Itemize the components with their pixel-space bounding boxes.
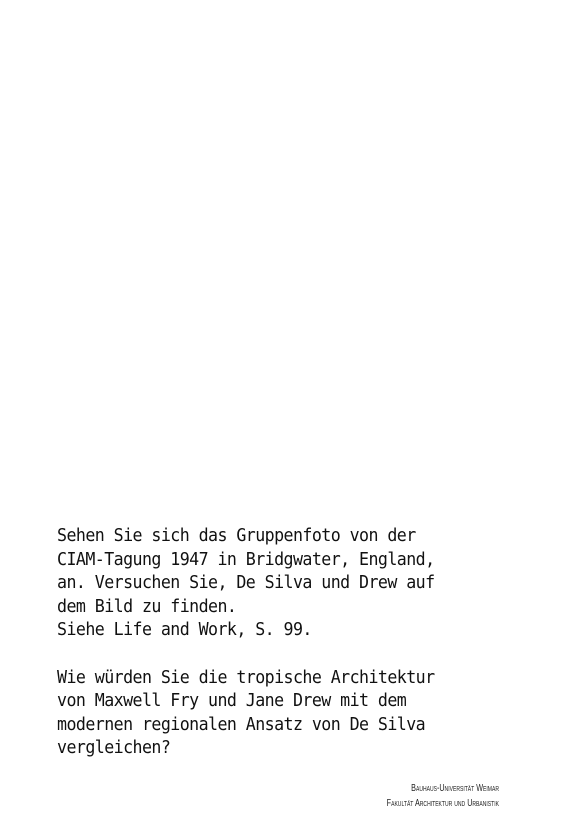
text-line: vergleichen? (57, 738, 171, 759)
footer-imprint (387, 781, 499, 811)
footer-faculty: Fakultät Architektur und Urbanistik (386, 798, 499, 809)
text-line: dem Bild zu finden. (57, 596, 237, 617)
text-line: modernen regionalen Ansatz von De Silva (57, 714, 426, 735)
main-text-block (57, 525, 532, 761)
text-line: Siehe Life and Work, S. 99. (57, 620, 312, 641)
paragraph-question (57, 667, 532, 761)
text-line: von Maxwell Fry und Jane Drew mit dem (57, 691, 407, 712)
text-line: Sehen Sie sich das Gruppenfoto von der (57, 526, 416, 546)
text-line: Wie würden Sie die tropische Architektur (57, 667, 435, 688)
footer-institution: Bauhaus-Universität Weimar (411, 783, 499, 794)
text-line: an. Versuchen Sie, De Silva und Drew auf (57, 573, 435, 594)
paragraph-exercise (57, 525, 532, 643)
text-line: CIAM-Tagung 1947 in Bridgwater, England, (57, 549, 435, 570)
